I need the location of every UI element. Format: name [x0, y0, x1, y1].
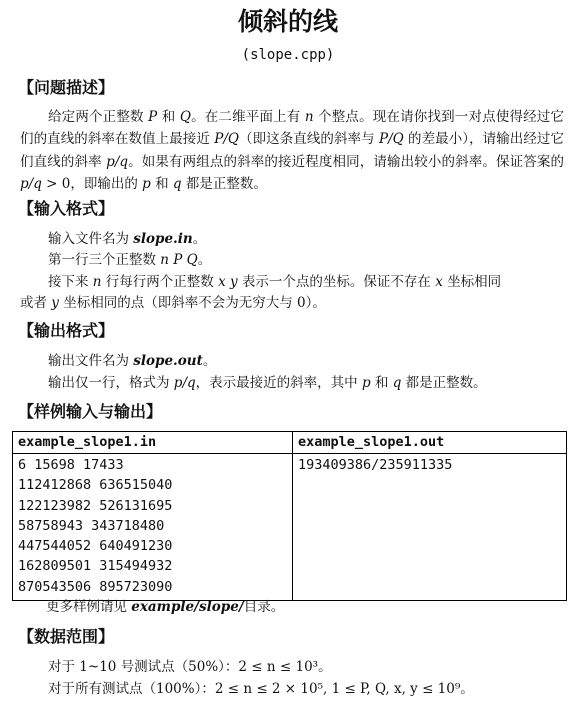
more-samples-note: 更多样例请见 example/slope/目录。 — [46, 599, 285, 615]
heading-description: 【问题描述】 — [18, 78, 115, 97]
sample-table-header-row — [13, 432, 567, 454]
sample-output-header: example_slope1.out — [293, 432, 567, 454]
input-points-desc: 接下来 n 行每行两个正整数 x y 表示一个点的坐标。保证不存在 x 坐标相同 — [48, 274, 502, 290]
range-line-all: 对于所有测试点（100%）：2 ≤ n ≤ 2 × 10⁵, 1 ≤ P, Q, x, y ≤ 10⁹。 — [48, 681, 474, 697]
sample-input-line: 112412868 636515040 — [18, 477, 173, 494]
output-filename-line: 输出文件名为 slope.out。 — [48, 353, 217, 369]
input-first-line-desc: 第一行三个正整数 n P Q。 — [48, 252, 212, 268]
sample-input-cell — [13, 454, 293, 601]
description-paragraph: 给定两个正整数 P 和 Q。在二维平面上有 n 个整点。现在请你找到一对点使得经过它们的直线的斜率在数值上最接近 P/Q（即这条直线的斜率与 P/Q 的差最小），请输出经过它们直线的斜率 p/q。如果有两组点的斜率的接近程度相同，请输出较小的斜率。保证答案的 p/q > 0，即输出的 p 和 q 都是正整数。 — [20, 109, 565, 193]
sample-table — [12, 431, 567, 601]
sample-input-line: 58758943 343718480 — [18, 517, 165, 534]
heading-data-range: 【数据范围】 — [18, 627, 115, 646]
page-title: 倾斜的线 — [237, 7, 338, 36]
sample-output-line: 193409386/235911335 — [298, 457, 453, 473]
range-line-partial: 对于 1~10 号测试点（50%）：2 ≤ n ≤ 10³。 — [48, 659, 332, 675]
sample-table-body-row — [13, 454, 567, 601]
input-points-desc-cont: 或者 y 坐标相同的点（即斜率不会为无穷大与 0）。 — [20, 295, 326, 311]
sample-input-header: example_slope1.in — [13, 432, 293, 454]
sample-input-line: 870543506 895723090 — [18, 578, 173, 595]
heading-input-format: 【输入格式】 — [18, 199, 115, 218]
sample-input-line: 6 15698 17433 — [18, 457, 124, 473]
heading-sample: 【样例输入与输出】 — [18, 402, 163, 421]
sample-input-line: 162809501 315494932 — [18, 558, 173, 575]
heading-output-format: 【输出格式】 — [18, 321, 115, 340]
sample-input-line: 447544052 640491230 — [18, 538, 173, 555]
sample-input-line: 122123982 526131695 — [18, 497, 173, 514]
input-filename-line: 输入文件名为 slope.in。 — [48, 231, 207, 247]
source-filename: (slope.cpp) — [241, 47, 335, 63]
sample-output-cell — [293, 454, 567, 601]
output-format-desc: 输出仅一行，格式为 p/q，表示最接近的斜率，其中 p 和 q 都是正整数。 — [48, 375, 487, 391]
